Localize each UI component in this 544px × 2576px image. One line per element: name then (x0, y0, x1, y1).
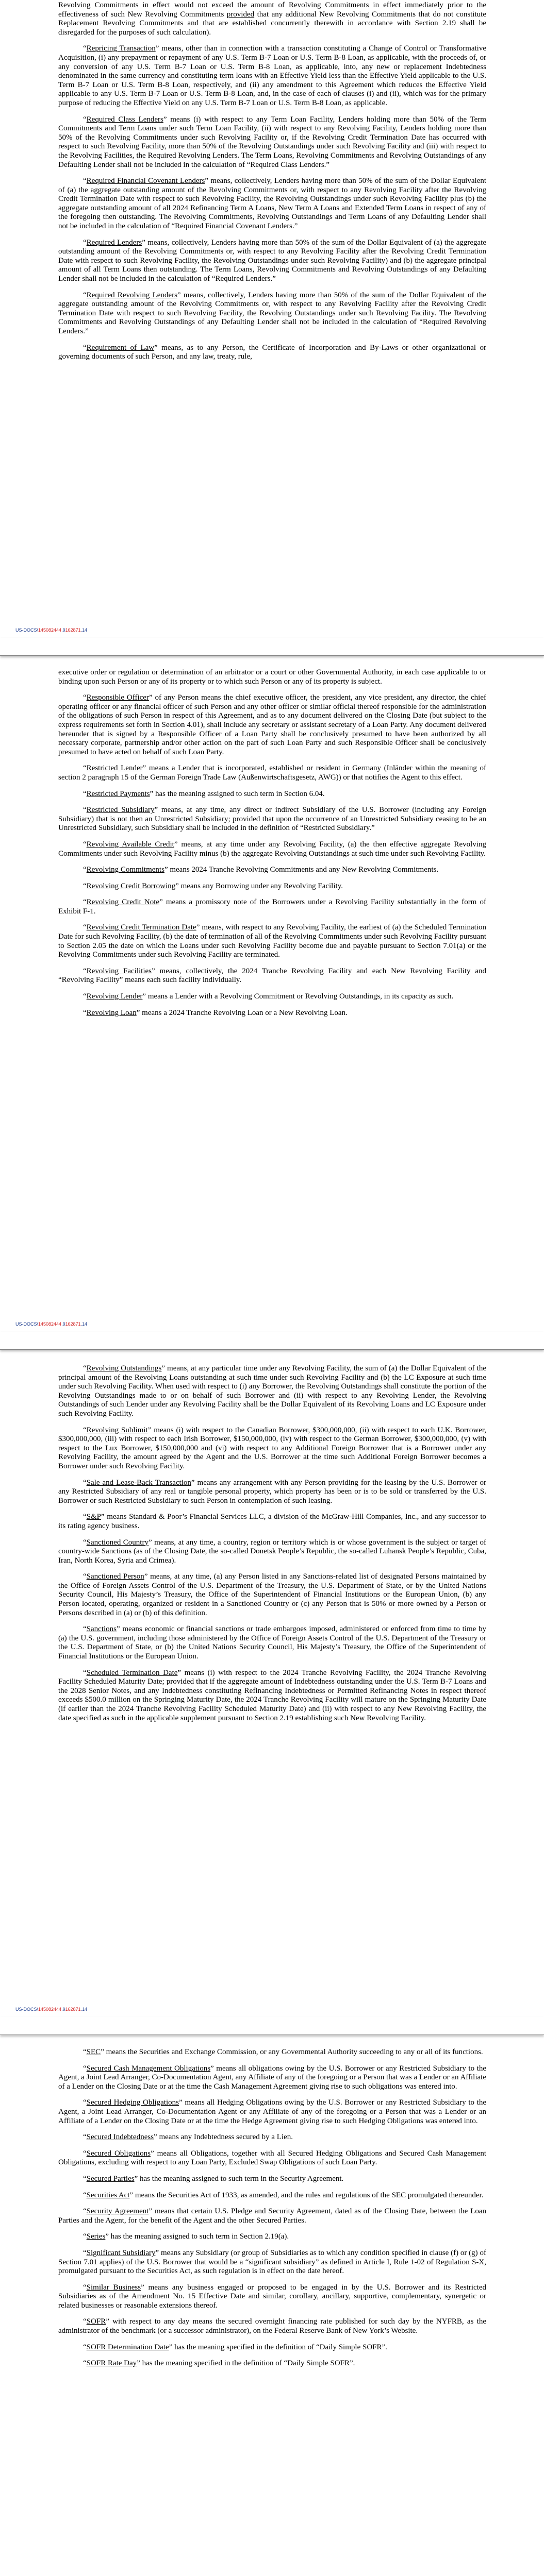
definition-paragraph (58, 923, 486, 959)
definition-text: ” has the meaning assigned to such term in the Security Agreement. (134, 2174, 344, 2183)
page-3-footer (15, 2007, 87, 2012)
definition-paragraph (58, 44, 486, 108)
definition-paragraph (58, 1625, 486, 1661)
definition-text: ” means 2024 Tranche Revolving Commitments and any New Revolving Commitments. (164, 866, 439, 874)
definition-text: ” means, at any time, (a) any Person listed in any Sanctions-related list of designated Persons maintained by the Office of Foreign Assets Control of the U.S. Department of the Treasury, the U.S. Department of State, or by the United Nations Security Council, His Majesty’s Treasury, the Office of the Superintendent of Financial Institutions or the European Union, (b) any Person located, operating, organized or resident in a Sanctioned Country or (c) any Person that is 50% or more owned by a Person or Persons described in (a) or (b) of this definition. (58, 1572, 486, 1617)
definition-text: ” of any Person means the chief executive officer, the president, any vice president, any director, the chief operating officer or any financial officer of such Person and any other officer or similar official thereof responsible for the administration of the obligations of such Person in respect of this Agreement, and as to any document delivered on the Closing Date (but subject to the express requirements set forth in Section 4.01), shall include any secretary or assistant secretary of a Loan Party. Any document delivered hereunder that is signed by a Responsible Officer of a Loan Party shall be conclusively presumed to have been authorized by all necessary corporate, partnership and/or other action on the part of such Loan Party and such Responsible Officer shall be conclusively presumed to have acted on behalf of such Loan Party. (58, 693, 486, 756)
definition-text-before: “ (83, 1572, 87, 1581)
page-2-footer (15, 1321, 87, 1327)
definition-paragraph (58, 2048, 486, 2057)
footer-doc-id-2: 162871 (65, 2007, 81, 2012)
definition-text-before: “ (83, 343, 87, 352)
definition-paragraph (58, 2232, 486, 2242)
definition-text: ” means (i) with respect to the 2024 Tranche Revolving Facility, the 2024 Tranche Revolving Facility Scheduled Maturity Date; provided that if the aggregate amount of Indebtedness outstanding under the U.S. Term B-7 Loans and the 2028 Senior Notes, and any Indebtedness constituting Refinancing Indebtedness or Permitted Refinancing Notes in respect thereof exceeds $500.0 million on the Springing Maturity Date, the 2024 Tranche Revolving Facility will mature on the Springing Maturity Date (if earlier than the 2024 Tranche Revolving Facility Scheduled Maturity Date) and (ii) with respect to any New Revolving Facility, the date specified as such in the applicable supplement pursuant to Section 2.19 establishing such New Revolving Facility. (58, 1668, 487, 1722)
definition-text: ” means the Securities and Exchange Commission, or any Governmental Authority succeeding to any or all of its functions. (101, 2048, 483, 2056)
definition-text: ” means Standard & Poor’s Financial Services LLC, a division of the McGraw-Hill Companies, Inc., and any successor to its rating agency business. (58, 1513, 486, 1530)
definition-text: ” has the meaning specified in the definition of “Daily Simple SOFR”. (137, 2359, 355, 2368)
defined-term: Restricted Subsidiary (86, 806, 155, 815)
definition-paragraph (58, 2343, 486, 2352)
definition-paragraph (58, 1479, 486, 1506)
definition-paragraph (58, 992, 486, 1002)
definition-text-before: “ (83, 2343, 87, 2351)
definition-text: ” means economic or financial sanctions or trade embargoes imposed, administered or enforced from time to time by (a) the U.S. government, including those administered by the Office of Foreign Assets Control of the U.S. Department of the Treasury or the U.S. Department of State, or (b) the United Nations Security Council, His Majesty’s Treasury, the Office of the Superintendent of Financial Institutions or the European Union. (58, 1625, 486, 1661)
definition-text: ” means, at any time under any Revolving Facility, (a) the then effective aggregate Revolving Commitments under such Revolving Facility minus (b) the aggregate Revolving Outstandings at such time under such Revolving Facility. (58, 840, 487, 858)
definition-paragraph (58, 866, 486, 875)
defined-term: Secured Hedging Obligations (86, 2098, 179, 2107)
definition-text-before: “ (83, 967, 87, 975)
definition-text-before: executive order or regulation or determination of an arbitrator or a court or other Governmental Authority, in each case applicable to or binding upon such Person or any of its property or to which such Person or any of its property is subject. (58, 668, 486, 686)
footer-doc-prefix: US-DOCS\ (15, 1321, 39, 1327)
footer-doc-id-2: 162871 (65, 1321, 81, 1327)
page-separator (0, 1332, 544, 1350)
page-separator (0, 2017, 544, 2035)
definition-paragraph (58, 1572, 486, 1618)
footer-doc-version-2: .14 (80, 628, 88, 633)
defined-term: Scheduled Termination Date (86, 1668, 178, 1677)
definition-text-before: “ (83, 2149, 87, 2158)
definition-text-before: “ (83, 2207, 87, 2216)
definition-paragraph (58, 2359, 486, 2368)
definition-paragraph (58, 1009, 486, 1018)
definition-paragraph (58, 1669, 486, 1723)
footer-doc-prefix: US-DOCS\ (15, 628, 39, 633)
defined-term: Required Lenders (86, 238, 142, 247)
defined-term: SEC (86, 2048, 101, 2056)
definition-paragraph (58, 2191, 486, 2200)
definition-text-before: “ (83, 1513, 87, 1521)
definition-paragraph (58, 2317, 486, 2335)
defined-term: Revolving Credit Note (86, 898, 160, 907)
definition-paragraph (58, 967, 486, 985)
definition-text-before: “ (83, 1426, 87, 1434)
defined-term: Secured Parties (86, 2174, 135, 2183)
definition-text: ” means all Obligations, together with all Secured Hedging Obligations and Secured Cash Management Obligations, excluding with respect to any Loan Party, Excluded Swap Obligations of such Loan Party. (58, 2149, 486, 2167)
defined-term: Secured Obligations (86, 2149, 151, 2158)
definition-text: ” means, collectively, Lenders having more than 50% of the sum of the Dollar Equivalent of the aggregate outstanding amount of the Revolving Commitments or, with respect to any Revolving Facility after the Revolving Credit Termination Date with respect to such Revolving Facility, the Revolving Outstandings under such Revolving Facility. The Revolving Commitments and Revolving Outstandings of any Defaulting Lender shall not be included in the calculation of “Required Revolving Lenders.” (58, 291, 487, 335)
footer-doc-version: .9 (61, 628, 65, 633)
definition-text: ” means, collectively, the 2024 Tranche Revolving Facility and each New Revolving Facility and “Revolving Facility” means each such facility individually. (58, 967, 486, 985)
definition-text-before: “ (83, 2283, 87, 2292)
definition-text-before: “ (83, 2317, 87, 2326)
definition-paragraph (58, 806, 486, 833)
defined-term: SOFR Rate Day (86, 2359, 137, 2368)
defined-term: Secured Cash Management Obligations (86, 2064, 211, 2073)
defined-term: Required Revolving Lenders (86, 291, 177, 299)
definition-text: ” means, other than in connection with a transaction constituting a Change of Control or Transformative Acquisition, (i) any prepayment or repayment of any U.S. Term B-7 Loan or U.S. Term B-8 Loan, as applicable, with the proceeds of, or any conversion of any U.S. Term B-7 Loan or U.S. Term B-8 Loan, as applicable, into, any new or replacement Indebtedness denominated in the same currency and constituting term loans with an Effective Yield less than the Effective Yield applicable to the U.S. Term B-7 Loan or U.S. Term B-8 Loan, respectively, and (ii) any amendment to this Agreement which reduces the Effective Yield applicable to any U.S. Term B-7 Loan or U.S. Term B-8 Loan, and, in the case of each of clauses (i) and (ii), which was for the primary purpose of reducing the Effective Yield on any U.S. Term B-7 Loan or U.S. Term B-8 Loan, as applicable. (58, 44, 487, 107)
definition-text-before: “ (83, 44, 87, 53)
definition-text: ” means any Subsidiary (or group of Subsidiaries as to which any condition specified in clause (f) or (g) of Section 7.01 applies) of the U.S. Borrower that would be a “significant subsidiary” as defined in Article I, Rule 1-02 of Regulation S-X, promulgated pursuant to the Securities Act, as such regulation is in effect on the date hereof. (58, 2248, 486, 2276)
definition-paragraph (58, 1513, 486, 1531)
defined-term: Revolving Facilities (86, 967, 152, 975)
footer-doc-version: .9 (61, 2007, 65, 2012)
definition-paragraph (58, 2064, 486, 2092)
definition-paragraph (58, 790, 486, 799)
defined-term: Restricted Payments (86, 789, 150, 798)
definition-text: ” means, with respect to any Revolving Facility, the earliest of (a) the Scheduled Termination Date for such Revolving Facility, (b) the date of termination of all of the Revolving Commitments under such Revolving Facility pursuant to Section 2.05 the date on which the Loans under such Revolving Facility become due and payable pursuant to Section 7.01(a) or the Revolving Commitments under such Revolving Facility are terminated. (58, 923, 486, 959)
definition-paragraph (58, 177, 486, 231)
definition-text-before: “ (83, 2248, 87, 2257)
definition-text-before: “ (83, 1478, 87, 1487)
definition-text: ” means any business engaged or proposed to be engaged in by the U.S. Borrower and its Restricted Subsidiaries as of the Amendment No. 15 Effective Date and similar, corollary, ancillary, supportive, complementary, synergetic or related businesses or reasonable extensions thereof. (58, 2283, 486, 2310)
defined-term: Revolving Outstandings (86, 1364, 162, 1372)
definition-text-before: “ (83, 1538, 87, 1547)
defined-term: SOFR Determination Date (86, 2343, 169, 2351)
defined-term: Security Agreement (86, 2207, 149, 2216)
definition-text: ” means any Indebtedness secured by a Lien. (154, 2133, 293, 2142)
defined-term: Repricing Transaction (86, 44, 156, 53)
footer-doc-id: 145082444 (38, 628, 62, 633)
definition-paragraph (58, 2175, 486, 2184)
page-separator (0, 638, 544, 656)
defined-term: Requirement of Law (86, 343, 155, 352)
definition-paragraph (58, 115, 486, 170)
page-4-body (58, 2048, 486, 2376)
definition-text: ” has the meaning assigned to such term in Section 2.19(a). (105, 2232, 289, 2241)
definition-paragraph (58, 344, 486, 362)
definition-text-before: “ (83, 764, 87, 773)
defined-term: Secured Indebtedness (86, 2133, 154, 2142)
footer-doc-version-2: .14 (80, 2007, 88, 2012)
defined-term: Revolving Credit Termination Date (86, 923, 196, 932)
defined-term: Sanctioned Person (86, 1572, 144, 1581)
definition-text-before: Revolving Commitments in effect would not exceed the amount of Revolving Commitments in effect immediately prior to the effectiveness of such New Revolving Commitments (58, 1, 486, 19)
definition-text: that any additional New Revolving Commitments that do not constitute Replacement Revolving Commitments and that are established concurrently therewith in accordance with Section 2.19 shall be disregarded for the purposes of such calculation). (58, 10, 486, 37)
definition-text-before: “ (83, 882, 87, 890)
defined-term: Revolving Lender (86, 992, 143, 1001)
definition-text: ” means a promissory note of the Borrowers under a Revolving Facility substantially in the form of Exhibit F-1. (58, 898, 486, 916)
definition-text-before: “ (83, 1668, 87, 1677)
definition-paragraph (58, 882, 486, 891)
footer-doc-id: 145082444 (38, 2007, 62, 2012)
footer-doc-id: 145082444 (38, 1321, 62, 1327)
defined-term: Sanctions (86, 1625, 117, 1634)
definition-paragraph (58, 1538, 486, 1566)
page-3-body (58, 1364, 486, 1730)
definition-text: ” means, at any time, a country, region or territory which is or whose government is the subject or target of country-wide Sanctions (as of the Closing Date, the so-called Donetsk People’s Republic, the so-called Luhansk People’s Republic, Cuba, Iran, North Korea, Syria and Crimea). (58, 1538, 486, 1565)
definition-text-before: “ (83, 992, 87, 1001)
definition-text: ” with respect to any day means the secured overnight financing rate published for such day by the NYFRB, as the administrator of the benchmark (or a successor administrator), on the Federal Reserve Bank of New York’s Website. (58, 2317, 486, 2335)
defined-term: Series (86, 2232, 106, 2241)
defined-term: S&P (86, 1513, 102, 1521)
definition-text-before: “ (83, 806, 87, 815)
footer-doc-prefix: US-DOCS\ (15, 2007, 39, 2012)
definition-text-before: “ (83, 1008, 87, 1017)
definition-text: ” means a Lender that is incorporated, established or resident in Germany (Inländer within the meaning of section 2 paragraph 15 of the German Foreign Trade Law (Außenwirtschaftsgesetz, AWG)) or that notifies the Agent to this effect. (58, 764, 486, 782)
definition-text-before: “ (83, 2133, 87, 2142)
page-1-footer (15, 628, 87, 633)
definition-text-before: “ (83, 789, 87, 798)
definition-paragraph (58, 668, 486, 686)
definition-paragraph (58, 1364, 486, 1419)
definition-paragraph (58, 840, 486, 858)
defined-term: Revolving Sublimit (86, 1426, 148, 1434)
footer-doc-id-2: 162871 (65, 628, 81, 633)
definition-text-before: “ (83, 238, 87, 247)
definition-text-before: “ (83, 291, 87, 299)
definition-text: ” means, at any time, any direct or indirect Subsidiary of the U.S. Borrower (including any Foreign Subsidiary) that is not then an Unrestricted Subsidiary; provided that upon the occurrence of an Unrestricted Subsidiary ceasing to be an Unrestricted Subsidiary, such Subsidiary shall be included in the definition of “Restricted Subsidiary.” (58, 806, 486, 833)
definition-text-before: “ (83, 2191, 87, 2199)
definition-text-before: “ (83, 2098, 87, 2107)
footer-doc-version-2: .14 (80, 1321, 88, 1327)
definition-text-before: “ (83, 693, 87, 702)
definition-text-before: “ (83, 2048, 87, 2056)
defined-term: Sale and Lease-Back Transaction (86, 1478, 191, 1487)
defined-term: Sanctioned Country (86, 1538, 149, 1547)
defined-term: Required Class Lenders (86, 115, 163, 124)
definition-text-before: “ (83, 840, 87, 849)
defined-term: Revolving Credit Borrowing (86, 882, 176, 890)
definition-text: ” means all obligations owing by the U.S. Borrower or any Restricted Subsidiary to the Agent, a Joint Lead Arranger, Co-Documentation Agent, any Affiliate of any of the foregoing or a Person that was a Lender or an Affiliate of a Lender on the Closing Date or at the time the Cash Management Agreement giving rise to such obligations was entered into. (58, 2064, 486, 2091)
definition-text: ” means any Borrowing under any Revolving Facility. (175, 882, 343, 890)
definition-paragraph (58, 2149, 486, 2167)
definition-paragraph (58, 2098, 486, 2126)
definition-text: ” means (i) with respect to any Term Loan Facility, Lenders holding more than 50% of the Term Commitments and Term Loans under such Term Loan Facility, (ii) with respect to any Revolving Facility, Lenders holding more than 50% of the Revolving Commitments under such Revolving Facility or, if the Revolving Credit Termination Date has occurred with respect to such Revolving Facility, more than 50% of the Revolving Outstandings under such Revolving Facility and (iii) with respect to the Revolving Facilities, the Required Revolving Lenders. The Term Loans, Revolving Commitments and Revolving Outstandings of any Defaulting Lender shall not be included in the calculation of “Required Class Lenders.” (58, 115, 486, 169)
definition-text: ” means any arrangement with any Person providing for the leasing by the U.S. Borrower or any Restricted Subsidiary of any real or tangible personal property, which property has been or is to be sold or transferred by the U.S. Borrower or such Restricted Subsidiary to such Person in contemplation of such leasing. (58, 1478, 487, 1505)
defined-term: Similar Business (86, 2283, 141, 2292)
footer-doc-version: .9 (61, 1321, 65, 1327)
defined-term: provided (226, 10, 255, 19)
definition-paragraph (58, 764, 486, 782)
definition-paragraph (58, 2207, 486, 2225)
definition-paragraph (58, 1426, 486, 1471)
definition-text-before: “ (83, 1625, 87, 1634)
definition-text-before: “ (83, 2232, 87, 2241)
page-1-body (58, 1, 486, 369)
defined-term: Revolving Loan (86, 1008, 137, 1017)
definition-paragraph (58, 291, 486, 336)
definition-text-before: “ (83, 115, 87, 124)
defined-term: Restricted Lender (86, 764, 143, 773)
defined-term: Securities Act (86, 2191, 130, 2199)
definition-text: ” means the Securities Act of 1933, as amended, and the rules and regulations of the SEC promulgated thereunder. (129, 2191, 484, 2199)
defined-term: Revolving Available Credit (86, 840, 174, 849)
definition-text: ” has the meaning specified in the definition of “Daily Simple SOFR”. (169, 2343, 387, 2351)
definition-text-before: “ (83, 2359, 87, 2368)
definition-paragraph (58, 1, 486, 37)
definition-text-before: “ (83, 177, 87, 185)
defined-term: Responsible Officer (86, 693, 149, 702)
definition-paragraph (58, 2283, 486, 2311)
definition-text-before: “ (83, 898, 87, 907)
defined-term: Revolving Commitments (86, 866, 164, 874)
definition-paragraph (58, 2249, 486, 2276)
definition-text: ” means a Lender with a Revolving Commitment or Revolving Outstandings, in its capacity as such. (142, 992, 454, 1001)
definition-text: ” means, at any particular time under any Revolving Facility, the sum of (a) the Dollar Equivalent of the principal amount of the Revolving Loans outstanding at such time under such Revolving Facility and (b) the LC Exposure at such time under such Revolving Facility. When used with respect to (i) any Borrower, the Revolving Outstandings shall constitute the portion of the Revolving Outstandings made to or on behalf of such Borrower and (ii) with respect to any Revolving Lender, the Revolving Outstandings of such Lender under any Revolving Facility shall be the Dollar Equivalent of its Revolving Loans and LC Exposure under such Revolving Facility. (58, 1364, 487, 1418)
definition-text-before: “ (83, 1364, 87, 1372)
defined-term: Significant Subsidiary (86, 2248, 156, 2257)
page-2-body (58, 668, 486, 1025)
definition-text: ” means, as to any Person, the Certificate of Incorporation and By-Laws or other organizational or governing documents of such Person, and any law, treaty, rule, (58, 343, 487, 361)
definition-paragraph (58, 2133, 486, 2142)
definition-paragraph (58, 693, 486, 757)
definition-text: ” means, collectively, Lenders having more than 50% of the sum of the Dollar Equivalent of (a) the aggregate outstanding amount of the Revolving Commitments or, with respect to any Revolving Facility after the Revolving Credit Termination Date with respect to such Revolving Facility, the Revolving Outstandings under such Revolving Facility plus (b) the aggregate outstanding amount of all 2024 Refinancing Term A Loans, New Term A Loans and Extended Term Loans in respect of any of the foregoing then outstanding. The Revolving Commitments, Revolving Outstandings and Term Loans of any Defaulting Lender shall not be included in the calculation of “Required Financial Covenant Lenders.” (58, 177, 486, 231)
definition-paragraph (58, 239, 486, 284)
definition-text: ” means, collectively, Lenders having more than 50% of the sum of the Dollar Equivalent of (a) the aggregate outstanding amount of the Revolving Commitments or, with respect to any Revolving Facility after the Revolving Credit Termination Date with respect to such Revolving Facility, the Revolving Outstandings under such Revolving Facility) and (b) the aggregate principal amount of all Term Loans then outstanding. The Term Loans, Revolving Commitments and Revolving Outstandings of any Defaulting Lender shall not be included in the calculation of “Required Lenders.” (58, 238, 486, 283)
definition-text: ” has the meaning assigned to such term in Section 6.04. (150, 789, 325, 798)
definition-text: ” means all Hedging Obligations owing by the U.S. Borrower or any Restricted Subsidiary to the Agent, a Joint Lead Arranger, Co-Documentation Agent or any Affiliate of any of the foregoing or a Person that was a Lender or an Affiliate of a Lender on the Closing Date or at the time the Hedge Agreement giving rise to such Hedging Obligations was entered into. (58, 2098, 487, 2125)
definition-text-before: “ (83, 2174, 87, 2183)
definition-text-before: “ (83, 923, 87, 932)
definition-text: ” means that certain U.S. Pledge and Security Agreement, dated as of the Closing Date, between the Loan Parties and the Agent, for the benefit of the Agent and the other Secured Parties. (58, 2207, 486, 2225)
definition-paragraph (58, 898, 486, 916)
definition-text-before: “ (83, 2064, 87, 2073)
definition-text: ” means (i) with respect to the Canadian Borrower, $300,000,000, (ii) with respect to each U.K. Borrower, $300,000,000, (iii) with respect to each Irish Borrower, $150,000,000, (iv) with respect to the German Borrower, $300,000,000, (v) with respect to the Lux Borrower, $150,000,000 and (vi) with respect to any Additional Foreign Borrower that is a Borrower under any Revolving Facility, the amount agreed by the Agent and the U.S. Borrower at the time such Additional Foreign Borrower becomes a Borrower under such Revolving Facility. (58, 1426, 486, 1470)
definition-text-before: “ (83, 866, 87, 874)
definition-text: ” means a 2024 Tranche Revolving Loan or a New Revolving Loan. (136, 1008, 348, 1017)
defined-term: Required Financial Covenant Lenders (86, 177, 205, 185)
defined-term: SOFR (86, 2317, 106, 2326)
